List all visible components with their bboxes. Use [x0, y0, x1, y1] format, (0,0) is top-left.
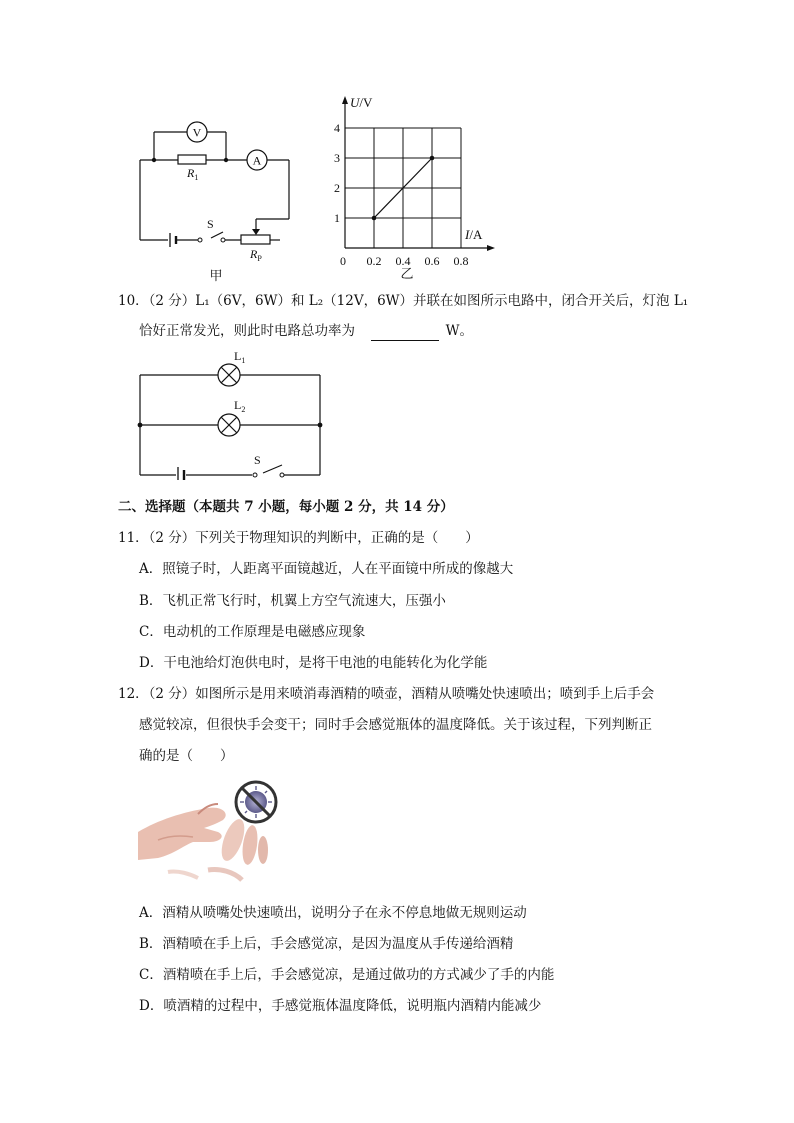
q11-option-c[interactable]: C．电动机的工作原理是电磁感应现象 — [139, 624, 366, 640]
x-tick-label: 0.2 — [366, 254, 382, 268]
circuit-figure-jia — [130, 118, 300, 283]
lamp-l1-label: $L_1$ — [234, 349, 246, 365]
x-axis-arrow — [487, 245, 495, 251]
figure-caption-yi: 乙 — [400, 266, 414, 281]
y-tick-label: 4 — [334, 121, 340, 135]
q11-stem: 11．（2 分）下列关于物理知识的判断中，正确的是（ ） — [118, 530, 479, 546]
q10-line2-text: 恰好正常发光，则此时电路总功率为 — [139, 323, 355, 339]
q11-option-d[interactable]: D．干电池给灯泡供电时，是将干电池的电能转化为化学能 — [139, 655, 488, 671]
ui-graph-yi — [325, 92, 505, 282]
lamp-l2-label: $L_2$ — [234, 398, 246, 414]
q10-line2 — [139, 322, 473, 341]
resistor-r1 — [178, 155, 206, 164]
q11-option-b[interactable]: B．飞机正常飞行时，机翼上方空气流速大，压强小 — [139, 593, 446, 609]
switch-label: S — [207, 217, 214, 231]
r1-label: $R_1$ — [187, 166, 199, 182]
ammeter-label: A — [252, 153, 262, 168]
data-point — [430, 156, 435, 161]
lamp-l2 — [218, 414, 240, 436]
x-tick-label: 0.8 — [453, 254, 469, 268]
q10-line1: 10．（2 分）L₁（6V，6W）和 L₂（12V，6W）并联在如图所示电路中，闭合开关后，灯泡 L₁ — [118, 293, 689, 309]
rp-label: $R_P$ — [250, 247, 262, 263]
switch-label: S — [254, 453, 261, 467]
y-tick-label: 1 — [334, 211, 340, 225]
q11-option-a[interactable]: A．照镜子时，人距离平面镜越近，人在平面镜中所成的像越大 — [139, 561, 514, 577]
y-tick-label: 2 — [334, 181, 340, 195]
x-tick-label: 0.6 — [424, 254, 440, 268]
q12-stem-line1: 12．（2 分）如图所示是用来喷消毒酒精的喷壶，酒精从喷嘴处快速喷出；喷到手上后手会 — [118, 686, 655, 702]
q12-stem-line3: 确的是（ ） — [139, 748, 234, 764]
y-axis-arrow — [342, 96, 348, 104]
rheostat-rp — [241, 235, 270, 244]
y-axis-label: U/V — [350, 95, 373, 110]
answer-blank[interactable] — [371, 322, 439, 341]
x-tick-label: 0 — [340, 254, 346, 268]
section-heading: 二、选择题（本题共 7 小题，每小题 2 分，共 14 分） — [118, 499, 454, 515]
q12-option-a[interactable]: A．酒精从喷嘴处快速喷出，说明分子在永不停息地做无规则运动 — [139, 905, 527, 921]
q12-option-d[interactable]: D．喷酒精的过程中，手感觉瓶体温度降低，说明瓶内酒精内能减少 — [139, 998, 542, 1014]
data-point — [372, 216, 377, 221]
q12-option-c[interactable]: C．酒精喷在手上后，手会感觉凉，是通过做功的方式减少了手的内能 — [139, 967, 555, 983]
q12-stem-line2: 感觉较凉，但很快手会变干；同时手会感觉瓶体的温度降低。关于该过程，下列判断正 — [139, 717, 652, 733]
circuit-figure-q10 — [130, 345, 330, 480]
figure-caption-jia: 甲 — [209, 268, 223, 283]
lamp-l1 — [218, 364, 240, 386]
x-axis-label: I/A — [465, 227, 483, 242]
q10-unit: W。 — [445, 323, 473, 339]
q12-option-b[interactable]: B．酒精喷在手上后，手会感觉凉，是因为温度从手传递给酒精 — [139, 936, 514, 952]
voltmeter-label: V — [192, 125, 202, 140]
x-tick-label: 0.4 — [395, 254, 411, 268]
spray-bottle-hand-image — [138, 780, 283, 885]
y-tick-label: 3 — [334, 151, 340, 165]
